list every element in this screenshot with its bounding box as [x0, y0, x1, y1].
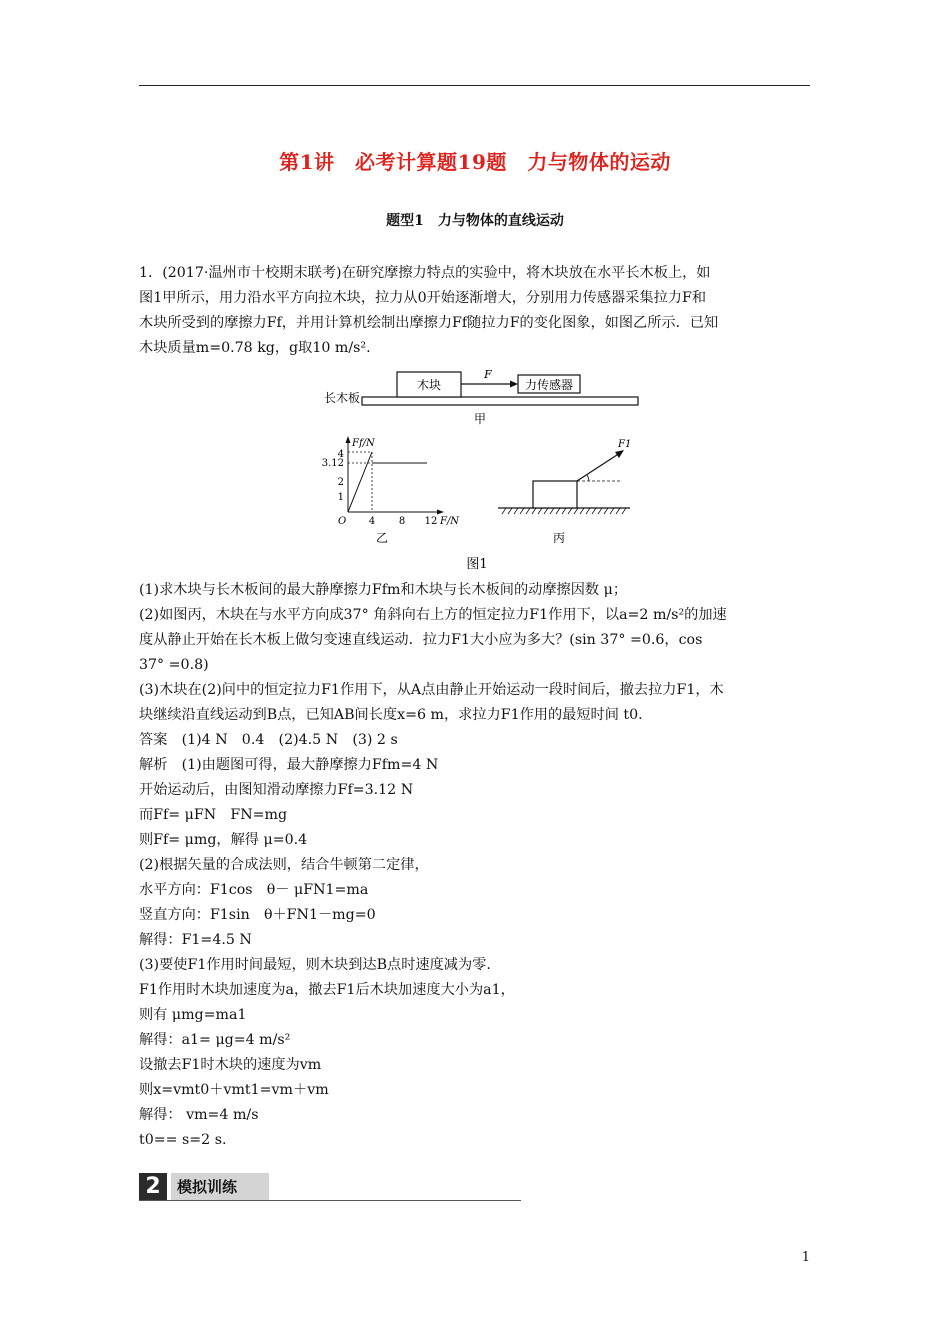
- solution-line: t0== s=2 s.: [139, 1132, 227, 1148]
- x-axis-label: F/N: [440, 516, 460, 527]
- y-tick-label: 4: [337, 449, 344, 460]
- figure-caption: 图1: [466, 557, 488, 572]
- text-line: (2)如图丙，木块在与水平方向成37° 角斜向右上方的恒定拉力F1作用下，以a=2 m/s²的加速: [139, 607, 727, 623]
- sensor-label: 力传感器: [524, 378, 574, 392]
- text-line: 木块所受到的摩擦力Ff，并用计算机绘制出摩擦力Ff随拉力F的变化图象，如图乙所示．已知: [139, 315, 719, 331]
- text-line: 37° =0.8): [139, 657, 209, 673]
- text-line: 度从静止开始在长木板上做匀变速直线运动．拉力F1大小应为多大？(sin 37° =0.6，cos: [139, 632, 703, 648]
- static-friction-line: [348, 452, 372, 512]
- solution-line: 开始运动后，由图知滑动摩擦力Ff=3.12 N: [139, 782, 414, 798]
- text-line: 1．(2017·温州市十校期末联考)在研究摩擦力特点的实验中，将木块放在水平长木板上，如: [139, 265, 711, 281]
- solution-line: (2)根据矢量的合成法则，结合牛顿第二定律，: [139, 857, 429, 873]
- bing-label: 丙: [552, 531, 566, 545]
- section-rule: [139, 1200, 521, 1201]
- origin-label: O: [338, 516, 347, 527]
- solution-line: 解得： vm=4 m/s: [139, 1107, 259, 1123]
- ground-hatch: [502, 508, 626, 514]
- section-label: 模拟训练: [171, 1173, 269, 1201]
- block-bing: [533, 481, 577, 508]
- block-label: 木块: [416, 378, 442, 392]
- x-tick-label: 12: [424, 516, 438, 527]
- section-subtitle: 题型1 力与物体的直线运动: [386, 213, 564, 229]
- text-line: (3)木块在(2)问中的恒定拉力F1作用下，从A点由静止开始运动一段时间后，撤去拉力F1，木: [139, 682, 724, 698]
- angle-arc: [587, 475, 589, 481]
- y-tick-label: 1: [337, 492, 344, 503]
- solution-line: 则Ff= μmg，解得 μ=0.4: [139, 832, 308, 848]
- f1-arrow: [577, 453, 620, 481]
- solution-line: 则x=vmt0＋vmt1=vm＋vm: [139, 1082, 329, 1098]
- section-header: [139, 1173, 519, 1201]
- x-axis-arrowhead: [437, 510, 444, 515]
- jia-label: 甲: [473, 412, 487, 426]
- solution-line: F1作用时木块加速度为a，撤去F1后木块加速度大小为a1，: [139, 982, 515, 998]
- figure-1: [300, 364, 640, 576]
- page-number: 1: [801, 1250, 810, 1265]
- solution-line: 水平方向：F1cos θ－ μFN1=ma: [139, 882, 369, 898]
- answer-line: 答案 (1)4 N 0.4 (2)4.5 N (3) 2 s: [139, 732, 398, 748]
- y-axis-arrowhead: [346, 436, 351, 443]
- long-board: [362, 397, 638, 405]
- y-tick-label: 3.12: [321, 458, 344, 469]
- force-arrowhead: [510, 381, 518, 388]
- text-line: 木块质量m=0.78 kg，g取10 m/s².: [139, 340, 371, 356]
- text-line: 图1甲所示，用力沿水平方向拉木块，拉力从0开始逐渐增大，分别用力传感器采集拉力F和: [139, 290, 707, 306]
- force-label: F: [484, 368, 492, 381]
- solution-line: 则有 μmg=ma1: [139, 1007, 247, 1023]
- text-line: 块继续沿直线运动到B点，已知AB间长度x=6 m，求拉力F1作用的最短时间 t0.: [139, 707, 643, 723]
- board-label: 长木板: [323, 391, 360, 405]
- top-rule: [139, 85, 810, 86]
- f1-label: F1: [618, 439, 632, 450]
- text-line: (1)求木块与长木板间的最大静摩擦力Ffm和木块与长木板间的动摩擦因数 μ；: [139, 582, 628, 598]
- solution-line: 解析 (1)由题图可得，最大静摩擦力Ffm=4 N: [139, 757, 439, 773]
- solution-line: (3)要使F1作用时间最短，则木块到达B点时速度减为零.: [139, 957, 491, 973]
- solution-line: 解得：F1=4.5 N: [139, 932, 252, 948]
- f1-arrowhead: [615, 450, 624, 458]
- yi-label: 乙: [375, 531, 389, 545]
- y-tick-label: 2: [337, 477, 344, 488]
- solution-line: 而Ff= μFN FN=mg: [139, 807, 288, 823]
- x-tick-label: 4: [368, 516, 376, 527]
- solution-line: 竖直方向：F1sin θ＋FN1－mg=0: [139, 907, 376, 923]
- solution-line: 解得：a1= μg=4 m/s²: [139, 1032, 291, 1048]
- section-number: 2: [139, 1173, 167, 1201]
- y-axis-label: Ff/N: [352, 438, 375, 449]
- solution-line: 设撤去F1时木块的速度为vm: [139, 1057, 322, 1073]
- page-title: 第1讲 必考计算题19题 力与物体的运动: [279, 150, 671, 174]
- x-tick-label: 8: [398, 516, 406, 527]
